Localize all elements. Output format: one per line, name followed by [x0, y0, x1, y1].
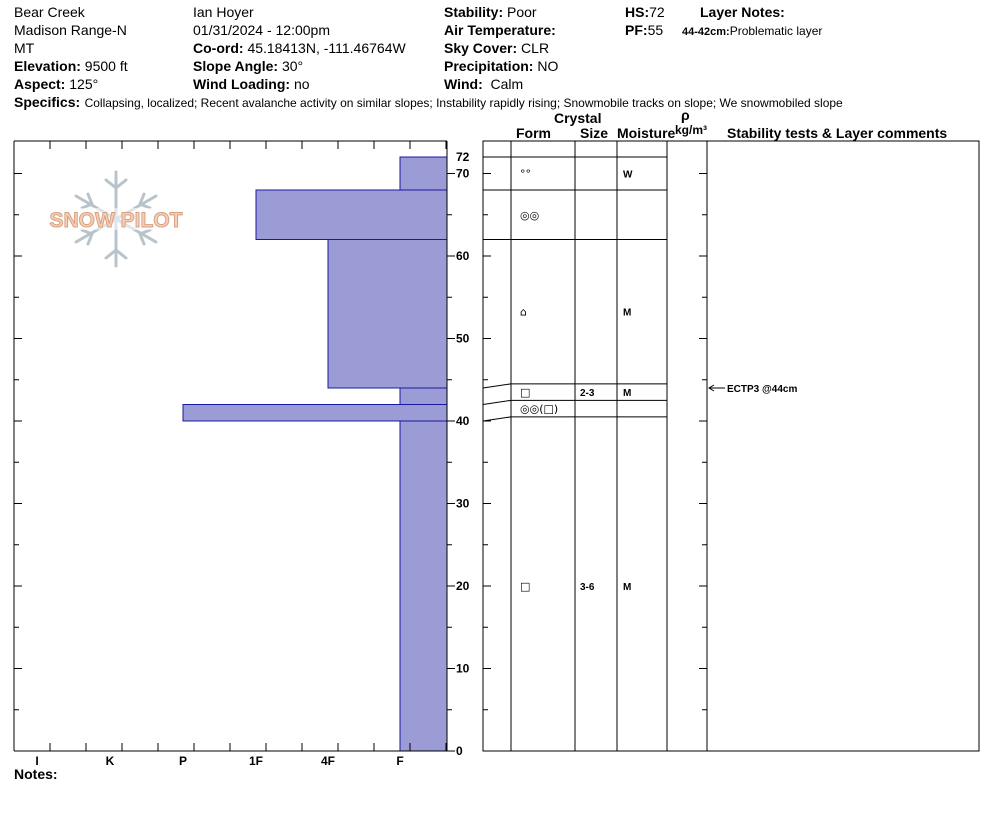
hardness-tick-label: I — [35, 754, 39, 768]
hardness-tick-label: K — [105, 754, 115, 768]
height-tick-label: 60 — [456, 249, 470, 263]
pf: PF:55 — [625, 22, 664, 38]
hardness-tick-label: 4F — [320, 754, 336, 768]
hardness-layer-bar — [256, 190, 447, 240]
layer-notes-label: Layer Notes: — [700, 4, 785, 20]
hardness-profile — [183, 157, 447, 751]
air-temperature: Air Temperature: — [444, 22, 556, 38]
stability-test-label: ECTP3 @44cm — [727, 384, 798, 395]
grain-form: °° — [520, 167, 531, 181]
notes-label: Notes: — [14, 766, 58, 782]
height-tick-label: 20 — [456, 579, 470, 593]
height-tick-label: 70 — [456, 166, 470, 181]
height-tick-label: 72 — [456, 150, 470, 164]
elevation: Elevation: 9500 ft — [14, 58, 128, 74]
range: Madison Range-N — [14, 22, 127, 38]
grain-form: ◎◎ — [520, 208, 540, 222]
grain-form: ⌂ — [520, 305, 527, 319]
precipitation: Precipitation: NO — [444, 58, 559, 74]
hardness-layer-bar — [400, 388, 447, 405]
specifics: Specifics: Collapsing, localized; Recent avalanche activity on similar slopes; Instability rapidly rising; Snowmobile tracks on slope; We snowmobiled slope — [14, 94, 843, 110]
height-tick-label: 0 — [456, 744, 463, 758]
moisture-value: M — [623, 307, 632, 319]
stability: Stability: Poor — [444, 4, 537, 20]
height-tick-label: 10 — [456, 661, 470, 676]
layer-note: 44-42cm:Problematic layer — [682, 24, 823, 38]
layer-table-content — [483, 157, 797, 593]
grain-form: ◎◎(□) — [520, 402, 559, 416]
grain-form: □ — [520, 386, 531, 400]
density-rho-header: ρ — [681, 107, 690, 123]
boundary-connector — [483, 400, 511, 404]
moisture-value: M — [623, 582, 632, 593]
hardness-tick-label: P — [178, 754, 188, 768]
height-tick-label: 50 — [456, 331, 470, 346]
layer-table-frame — [483, 141, 979, 751]
grain-size: 2-3 — [580, 388, 595, 400]
height-tick-label: 40 — [456, 414, 470, 428]
form-header: Form — [516, 125, 551, 141]
hardness-tick-label: 1F — [248, 754, 264, 768]
hardness-layer-bar — [183, 405, 447, 422]
hardness-tick-label: F — [396, 754, 404, 768]
wind: Wind: Calm — [444, 76, 524, 92]
state: MT — [14, 40, 35, 56]
grain-form: □ — [520, 580, 531, 593]
moisture-value: W — [623, 169, 633, 181]
layer-table-border — [483, 141, 979, 751]
boundary-connector — [483, 417, 511, 421]
grain-size: 3-6 — [580, 582, 595, 593]
hardness-layer-bar — [400, 421, 447, 751]
slope-angle: Slope Angle: 30° — [193, 58, 304, 74]
hs: HS:72 — [625, 4, 665, 20]
observer: Ian Hoyer — [193, 4, 254, 20]
height-tick-label: 30 — [456, 496, 470, 511]
moisture-value: M — [623, 388, 632, 400]
wind-loading: Wind Loading: no — [193, 76, 310, 92]
hardness-layer-bar — [328, 240, 447, 389]
stability-tests-header: Stability tests & Layer comments — [727, 125, 948, 141]
moisture-header: Moisture — [617, 125, 676, 141]
coordinates: Co-ord: 45.18413N, -111.46764W — [193, 40, 406, 56]
boundary-connector — [483, 384, 511, 388]
aspect: Aspect: 125° — [14, 76, 99, 92]
density-unit-header: kg/m³ — [675, 123, 708, 137]
crystal-header: Crystal — [554, 110, 602, 126]
logo-text: SNOW PILOT — [49, 209, 183, 232]
size-header: Size — [580, 125, 609, 141]
location: Bear Creek — [14, 4, 85, 20]
sky-cover: Sky Cover: CLR — [444, 40, 550, 56]
hardness-layer-bar — [400, 157, 447, 190]
datetime: 01/31/2024 - 12:00pm — [193, 22, 330, 38]
